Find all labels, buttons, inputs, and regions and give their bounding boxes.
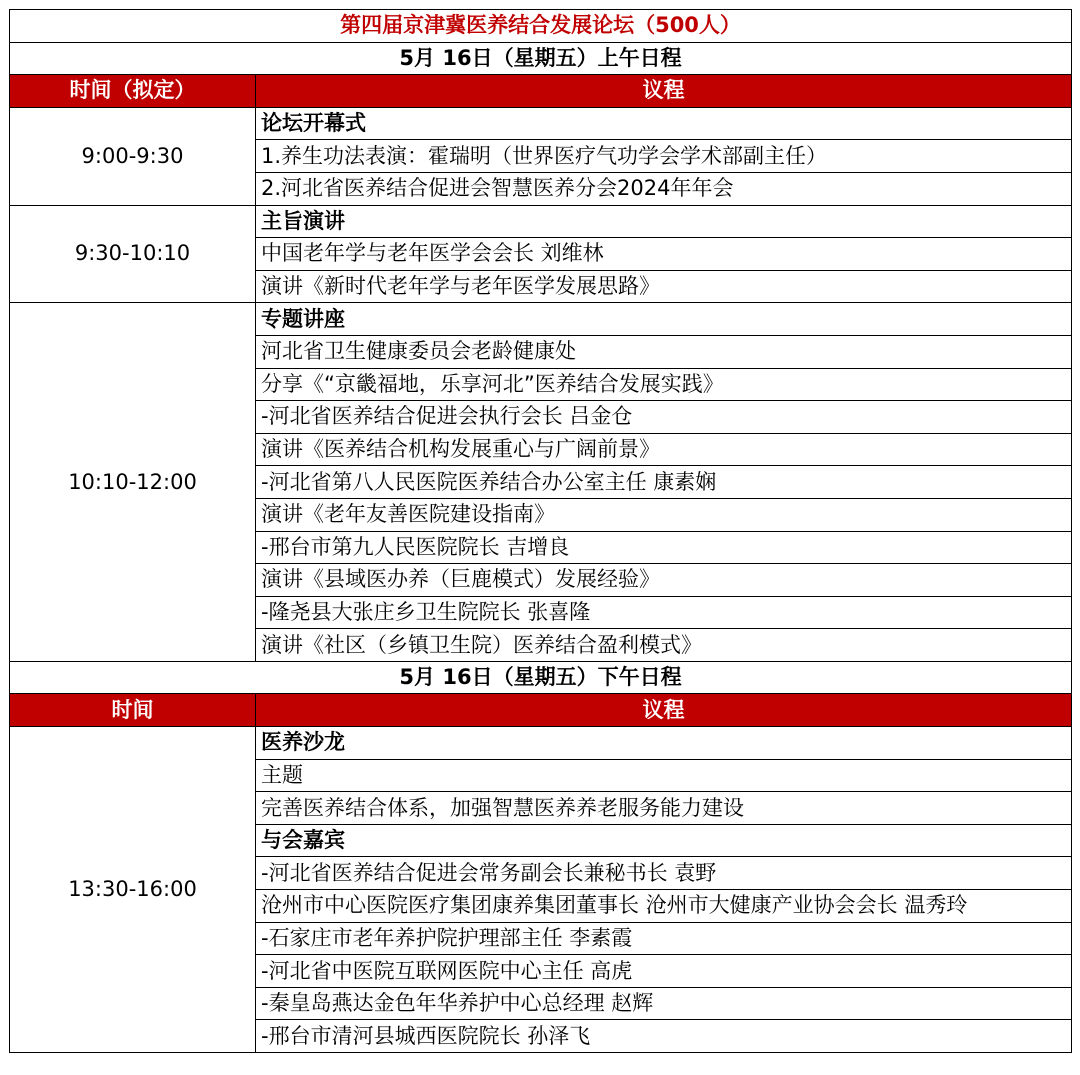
- agenda-item: 主题: [256, 759, 1072, 792]
- agenda-item: 河北省卫生健康委员会老龄健康处: [256, 335, 1072, 368]
- time-slot: 10:10-12:00: [10, 303, 256, 662]
- agenda-item: -秦皇岛燕达金色年华养护中心总经理 赵辉: [256, 987, 1072, 1020]
- agenda-table: [9, 9, 1072, 1053]
- agenda-item: 2.河北省医养结合促进会智慧医养分会2024年年会: [256, 172, 1072, 205]
- title-row: [10, 10, 1072, 43]
- agenda-item: 分享《“京畿福地，乐享河北”医养结合发展实践》: [256, 368, 1072, 401]
- agenda-item: -河北省第八人民医院医养结合办公室主任 康素娴: [256, 466, 1072, 499]
- section-heading: 主旨演讲: [256, 205, 1072, 238]
- agenda-item: -隆尧县大张庄乡卫生院院长 张喜隆: [256, 596, 1072, 629]
- agenda-item: -河北省医养结合促进会执行会长 吕金仓: [256, 401, 1072, 434]
- agenda-item: -河北省医养结合促进会常务副会长兼秘书长 袁野: [256, 857, 1072, 890]
- section-heading: 论坛开幕式: [256, 107, 1072, 140]
- morning-header-row: [10, 75, 1072, 108]
- agenda-item: -邢台市第九人民医院院长 吉增良: [256, 531, 1072, 564]
- afternoon-time-header: 时间: [10, 694, 256, 727]
- morning-day-title: 5月 16日（星期五）上午日程: [10, 42, 1072, 75]
- agenda-item: -石家庄市老年养护院护理部主任 李素霞: [256, 922, 1072, 955]
- agenda-item: 1.养生功法表演：霍瑞明（世界医疗气功学会学术部副主任）: [256, 140, 1072, 173]
- agenda-row: [10, 107, 1072, 140]
- agenda-item: 沧州市中心医院医疗集团康养集团董事长 沧州市大健康产业协会会长 温秀玲: [256, 890, 1072, 923]
- morning-agenda-header: 议程: [256, 75, 1072, 108]
- afternoon-day-title: 5月 16日（星期五）下午日程: [10, 661, 1072, 694]
- agenda-item: 演讲《县域医办养（巨鹿模式）发展经验》: [256, 564, 1072, 597]
- forum-title: 第四届京津冀医养结合发展论坛（500人）: [10, 10, 1072, 43]
- agenda-item: 中国老年学与老年医学会会长 刘维林: [256, 238, 1072, 271]
- agenda-row: [10, 727, 1072, 760]
- agenda-item: 演讲《社区（乡镇卫生院）医养结合盈利模式》: [256, 629, 1072, 662]
- afternoon-agenda-header: 议程: [256, 694, 1072, 727]
- agenda-item: 演讲《医养结合机构发展重心与广阔前景》: [256, 433, 1072, 466]
- agenda-item: 演讲《老年友善医院建设指南》: [256, 498, 1072, 531]
- agenda-row: [10, 303, 1072, 336]
- morning-time-header: 时间（拟定）: [10, 75, 256, 108]
- agenda-item: -河北省中医院互联网医院中心主任 高虎: [256, 955, 1072, 988]
- afternoon-day-row: [10, 661, 1072, 694]
- section-heading: 医养沙龙: [256, 727, 1072, 760]
- agenda-row: [10, 205, 1072, 238]
- morning-day-row: [10, 42, 1072, 75]
- afternoon-header-row: [10, 694, 1072, 727]
- time-slot: 13:30-16:00: [10, 727, 256, 1053]
- agenda-item: -邢台市清河县城西医院院长 孙泽飞: [256, 1020, 1072, 1053]
- time-slot: 9:30-10:10: [10, 205, 256, 303]
- agenda-item: 演讲《新时代老年学与老年医学发展思路》: [256, 270, 1072, 303]
- agenda-item: 完善医养结合体系，加强智慧医养养老服务能力建设: [256, 792, 1072, 825]
- time-slot: 9:00-9:30: [10, 107, 256, 205]
- section-heading: 专题讲座: [256, 303, 1072, 336]
- agenda-sheet: [9, 9, 1071, 1053]
- section-heading: 与会嘉宾: [256, 824, 1072, 857]
